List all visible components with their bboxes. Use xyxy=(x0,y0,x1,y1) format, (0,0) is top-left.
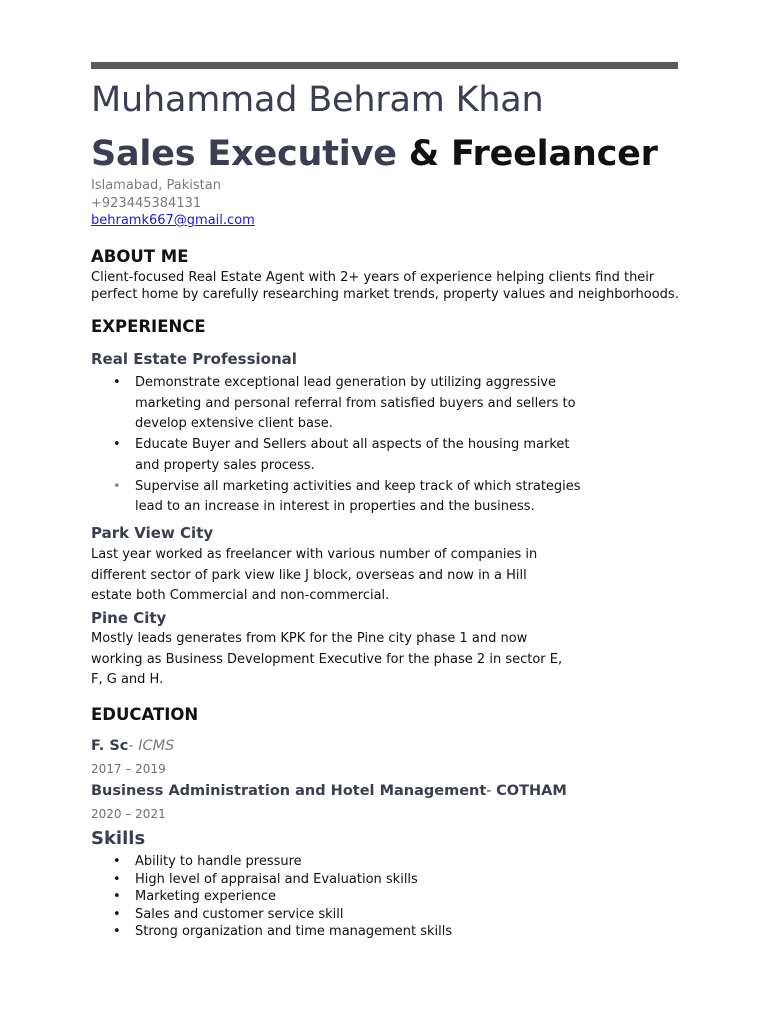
bullet-icon: • xyxy=(113,478,121,494)
contact-phone: +923445384131 xyxy=(91,196,202,211)
list-item: • High level of appraisal and Evaluation skills xyxy=(113,871,418,887)
bullet-icon: • xyxy=(113,871,121,887)
bullet-icon: • xyxy=(113,889,121,904)
education-date-bba: 2020 – 2021 xyxy=(91,807,166,821)
job-title-park-view: Park View City xyxy=(91,524,214,542)
list-item: • Supervise all marketing activities and keep track of which strategies lead to an increase in interest in properties and the business. xyxy=(113,478,581,515)
job-title-pine-city: Pine City xyxy=(91,609,167,627)
skills-heading: Skills xyxy=(91,828,146,849)
candidate-title xyxy=(91,134,658,174)
list-item: • Strong organization and time management skills xyxy=(113,924,453,939)
education-heading: EDUCATION xyxy=(91,705,199,724)
experience-heading: EXPERIENCE xyxy=(91,317,206,336)
skills-list xyxy=(91,853,452,941)
bullet-icon: • xyxy=(113,854,121,869)
bullet-icon: • xyxy=(113,437,121,453)
about-heading: ABOUT ME xyxy=(91,247,189,266)
job-title-real-estate: Real Estate Professional xyxy=(91,350,297,368)
education-item-bba: Business Administration and Hotel Management- COTHAM xyxy=(91,783,567,799)
list-item: • Educate Buyer and Sellers about all aspects of the housing market and property sales process. xyxy=(113,437,570,473)
job-bullets-real-estate xyxy=(91,373,595,518)
bullet-icon: • xyxy=(113,924,121,939)
top-rule xyxy=(91,62,678,69)
title-rest: & Freelancer xyxy=(396,134,658,174)
job-text-park-view: Last year worked as freelancer with various number of companies in different sector of park view like J block, overseas and now in a Hill estate both Commercial and non-commercial. xyxy=(91,547,538,604)
list-item: • Ability to handle pressure xyxy=(113,854,302,869)
education-item-fsc: F. Sc- ICMS xyxy=(91,738,175,754)
bullet-icon: • xyxy=(113,906,121,922)
education-date-fsc: 2017 – 2019 xyxy=(91,762,166,776)
contact-email-link[interactable]: behramk667@gmail.com xyxy=(91,213,255,228)
bullet-icon: • xyxy=(113,375,121,390)
about-text: Client-focused Real Estate Agent with 2+ years of experience helping clients find their perfect home by carefully researching market trends, property values and neighborhoods. xyxy=(91,270,679,302)
list-item: • Sales and customer service skill xyxy=(113,906,344,922)
list-item: • Demonstrate exceptional lead generation by utilizing aggressive marketing and personal referral from satisfied buyers and sellers to develop extensive client base. xyxy=(113,375,576,432)
list-item: • Marketing experience xyxy=(113,889,276,904)
title-main: Sales Executive xyxy=(91,134,397,174)
candidate-name: Muhammad Behram Khan xyxy=(91,80,544,120)
job-text-pine-city: Mostly leads generates from KPK for the Pine city phase 1 and now working as Business Development Executive for the phase 2 in sector E, F, G and H. xyxy=(91,631,563,688)
contact-location: Islamabad, Pakistan xyxy=(91,178,221,193)
